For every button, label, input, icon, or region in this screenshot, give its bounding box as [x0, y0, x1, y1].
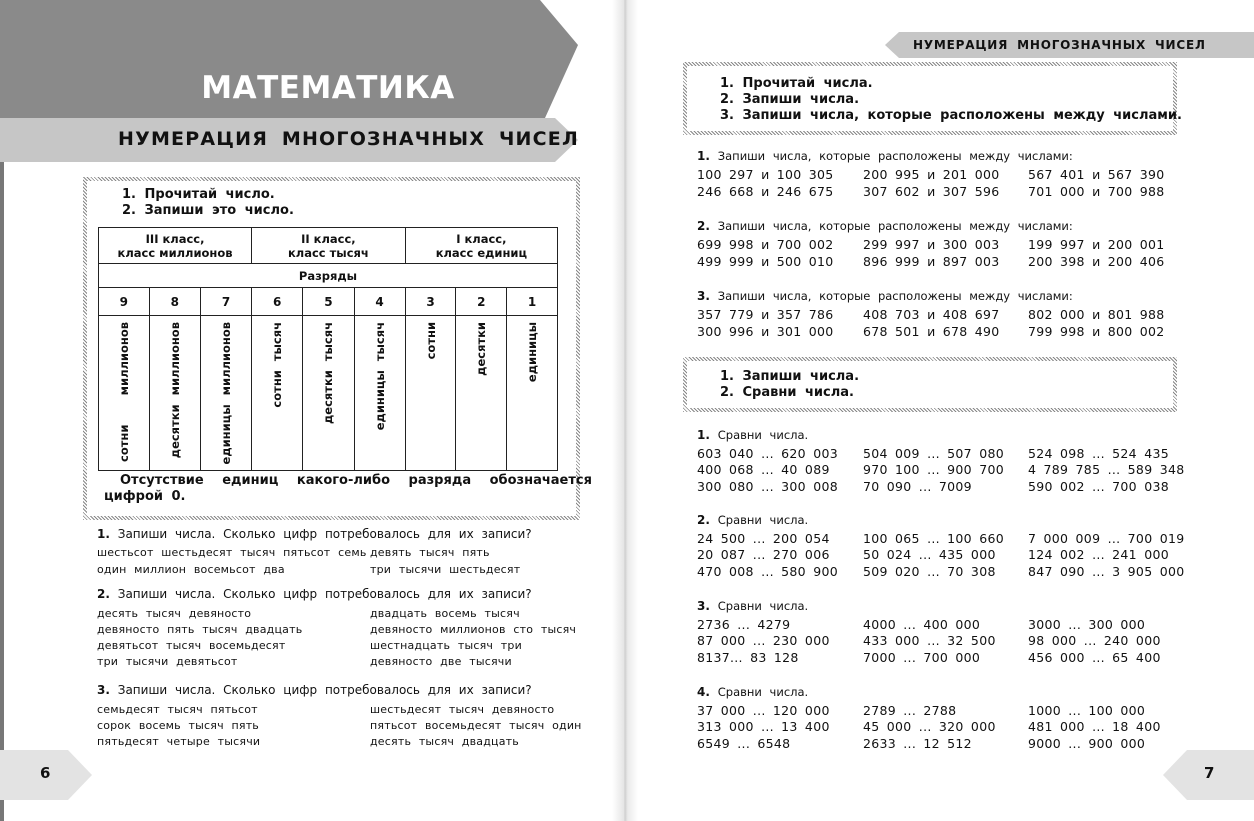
- number-pair: 200 995 и 201 000: [863, 167, 1000, 182]
- number-words: три тысячи девятьсот: [97, 655, 238, 668]
- number-pair: 7000 ... 700 000: [863, 649, 981, 665]
- rank-name: единицы миллионов: [219, 322, 234, 465]
- number-pair: 37 000 ... 120 000: [697, 703, 830, 718]
- digit-cell: 8: [149, 288, 200, 316]
- number-words: шестьдесят тысяч девяносто: [370, 703, 555, 716]
- number-words: девять тысяч пять: [370, 546, 490, 559]
- number-pair: 504 009 ... 507 080: [863, 446, 1004, 461]
- rank-name-cell: [354, 316, 405, 471]
- rank-name: сотни: [423, 322, 438, 360]
- exercise-text: Сравни числа.: [717, 599, 809, 613]
- number-words: девяносто миллионов сто тысяч: [370, 623, 577, 636]
- exercise-number: 2.: [97, 587, 110, 601]
- number-pair: 408 703 и 408 697: [863, 307, 1000, 322]
- number-pair: 847 090 ... 3 905 000: [1028, 563, 1185, 579]
- exercise-number: 1.: [97, 527, 110, 541]
- number-words: пятьсот восемьдесят тысяч один: [370, 719, 582, 732]
- number-pair: 307 602 и 307 596: [863, 183, 1000, 199]
- number-pair: 45 000 ... 320 000: [863, 719, 996, 735]
- class-header: II класс, класс тысяч: [252, 228, 406, 264]
- exercise-heading: [97, 527, 532, 541]
- number-words: шестнадцать тысяч три: [370, 639, 522, 652]
- exercise-number: 3.: [697, 289, 710, 303]
- number-pair: 100 065 ... 100 660: [863, 531, 1004, 546]
- exercise-number: 3.: [697, 599, 710, 613]
- digit-cell: 7: [200, 288, 251, 316]
- number-pair: 124 002 ... 241 000: [1028, 547, 1169, 563]
- note: Отсутствие единиц какого-либо разряда обозначается: [120, 473, 592, 488]
- exercise-heading: [697, 149, 1073, 163]
- exercise-heading: [97, 683, 532, 697]
- exercise-text: Запиши числа, которые расположены между числами:: [717, 219, 1073, 233]
- number-pair: 7 000 009 ... 700 019: [1028, 531, 1185, 546]
- instruction: 3. Запиши числа, которые расположены между числами.: [720, 108, 1182, 123]
- number-pair: 590 002 ... 700 038: [1028, 478, 1169, 494]
- number-pair: 603 040 ... 620 003: [697, 446, 838, 461]
- instruction: 2. Сравни числа.: [720, 385, 854, 400]
- exercise-text: Сравни числа.: [717, 513, 809, 527]
- rank-name-cell: [252, 316, 303, 471]
- note: цифрой 0.: [104, 489, 186, 504]
- exercise-number: 4.: [697, 685, 710, 699]
- class-header: I класс, класс единиц: [405, 228, 557, 264]
- rank-name-cell: [303, 316, 354, 471]
- exercise-text: Запиши числа, которые расположены между числами:: [717, 149, 1073, 163]
- rank-name-cell: [149, 316, 200, 471]
- number-pair: 98 000 ... 240 000: [1028, 633, 1161, 649]
- exercise-heading: [97, 587, 532, 601]
- digit-cell: 4: [354, 288, 405, 316]
- rank-name: сотни тысяч: [270, 322, 285, 408]
- exercise-number: 1.: [697, 149, 710, 163]
- number-pair: 799 998 и 800 002: [1028, 323, 1165, 339]
- exercise-number: 3.: [97, 683, 110, 697]
- number-pair: 896 999 и 897 003: [863, 253, 1000, 269]
- exercise-heading: [697, 599, 808, 613]
- number-pair: 20 087 ... 270 006: [697, 547, 830, 563]
- page-number: 6: [40, 764, 51, 782]
- number-pair: 1000 ... 100 000: [1028, 703, 1146, 718]
- exercise-heading: [697, 513, 808, 527]
- digit-cell: 1: [507, 288, 558, 316]
- number-words: семьдесят тысяч пятьсот: [97, 703, 258, 716]
- number-pair: 8137... 83 128: [697, 649, 799, 665]
- exercise-text: Запиши числа. Сколько цифр потребовалось для их записи?: [117, 683, 532, 697]
- number-pair: 9000 ... 900 000: [1028, 735, 1146, 751]
- number-pair: 300 080 ... 300 008: [697, 478, 838, 494]
- number-pair: 3000 ... 300 000: [1028, 617, 1146, 632]
- exercise-number: 1.: [697, 428, 710, 442]
- number-pair: 200 398 и 200 406: [1028, 253, 1165, 269]
- number-pair: 299 997 и 300 003: [863, 237, 1000, 252]
- rank-name-cell: [507, 316, 558, 471]
- section-title: НУМЕРАЦИЯ МНОГОЗНАЧНЫХ ЧИСЕЛ: [118, 128, 579, 150]
- number-pair: 50 024 ... 435 000: [863, 547, 996, 563]
- number-pair: 699 998 и 700 002: [697, 237, 834, 252]
- number-pair: 199 997 и 200 001: [1028, 237, 1165, 252]
- digit-cell: 3: [405, 288, 456, 316]
- page-number: 7: [1204, 764, 1215, 782]
- number-pair: 470 008 ... 580 900: [697, 563, 838, 579]
- rank-name-cell: [405, 316, 456, 471]
- exercise-number: 2.: [697, 513, 710, 527]
- number-pair: 481 000 ... 18 400: [1028, 719, 1161, 735]
- exercise-heading: [697, 685, 808, 699]
- number-words: шестьсот шестьдесят тысяч пятьсот семь: [97, 546, 367, 559]
- exercise-text: Сравни числа.: [717, 428, 809, 442]
- number-pair: 2633 ... 12 512: [863, 735, 972, 751]
- instruction: 2. Запиши числа.: [720, 92, 860, 107]
- number-words: девятьсот тысяч восемьдесят: [97, 639, 286, 652]
- exercise-text: Сравни числа.: [717, 685, 809, 699]
- number-words: десять тысяч девяносто: [97, 607, 252, 620]
- exercise-text: Запиши числа. Сколько цифр потребовалось для их записи?: [117, 527, 532, 541]
- number-pair: 87 000 ... 230 000: [697, 633, 830, 649]
- number-words: один миллион восемьсот два: [97, 563, 285, 576]
- number-pair: 4000 ... 400 000: [863, 617, 981, 632]
- digit-cell: 2: [456, 288, 507, 316]
- rank-name: десятки тысяч: [321, 322, 336, 424]
- rank-name: десятки миллионов: [167, 322, 182, 459]
- instruction: 2. Запиши это число.: [122, 203, 294, 218]
- number-pair: 246 668 и 246 675: [697, 183, 834, 199]
- number-words: девяносто две тысячи: [370, 655, 512, 668]
- section-header: НУМЕРАЦИЯ МНОГОЗНАЧНЫХ ЧИСЕЛ: [913, 38, 1206, 52]
- number-pair: 70 090 ... 7009: [863, 478, 972, 494]
- number-words: двадцать восемь тысяч: [370, 607, 520, 620]
- number-pair: 524 098 ... 524 435: [1028, 446, 1169, 461]
- rank-name: единицы: [525, 322, 540, 383]
- number-pair: 802 000 и 801 988: [1028, 307, 1165, 322]
- instruction: 1. Прочитай число.: [122, 187, 275, 202]
- number-pair: 357 779 и 357 786: [697, 307, 834, 322]
- exercise-heading: [697, 219, 1073, 233]
- book-spine: [612, 0, 638, 821]
- number-pair: 970 100 ... 900 700: [863, 462, 1004, 478]
- number-pair: 678 501 и 678 490: [863, 323, 1000, 339]
- rank-name: сотни миллионов: [116, 322, 131, 462]
- number-pair: 313 000 ... 13 400: [697, 719, 830, 735]
- number-pair: 300 996 и 301 000: [697, 323, 834, 339]
- number-words: десять тысяч двадцать: [370, 735, 519, 748]
- exercise-heading: [697, 289, 1073, 303]
- subject-title: МАТЕМАТИКА: [201, 70, 455, 106]
- number-pair: 400 068 ... 40 089: [697, 462, 830, 478]
- number-pair: 456 000 ... 65 400: [1028, 649, 1161, 665]
- number-pair: 24 500 ... 200 054: [697, 531, 830, 546]
- number-pair: 499 999 и 500 010: [697, 253, 834, 269]
- exercise-number: 2.: [697, 219, 710, 233]
- exercise-heading: [697, 428, 808, 442]
- number-pair: 509 020 ... 70 308: [863, 563, 996, 579]
- digit-cell: 9: [99, 288, 150, 316]
- number-pair: 701 000 и 700 988: [1028, 183, 1165, 199]
- rank-name: десятки: [474, 322, 489, 376]
- digit-cell: 5: [303, 288, 354, 316]
- exercise-text: Запиши числа, которые расположены между числами:: [717, 289, 1073, 303]
- class-header: III класс, класс миллионов: [99, 228, 252, 264]
- digit-cell: 6: [252, 288, 303, 316]
- number-pair: 2736 ... 4279: [697, 617, 791, 632]
- number-words: девяносто пять тысяч двадцать: [97, 623, 303, 636]
- number-pair: 4 789 785 ... 589 348: [1028, 462, 1185, 478]
- rank-name-cell: [456, 316, 507, 471]
- number-words: три тысячи шестьдесят: [370, 563, 521, 576]
- number-pair: 6549 ... 6548: [697, 735, 791, 751]
- number-pair: 567 401 и 567 390: [1028, 167, 1165, 182]
- number-pair: 100 297 и 100 305: [697, 167, 834, 182]
- number-words: пятьдесят четыре тысячи: [97, 735, 261, 748]
- rank-name-cell: [99, 316, 150, 471]
- number-pair: 2789 ... 2788: [863, 703, 957, 718]
- rank-name-cell: [200, 316, 251, 471]
- place-value-table: [98, 227, 558, 471]
- exercise-text: Запиши числа. Сколько цифр потребовалось для их записи?: [117, 587, 532, 601]
- instruction: 1. Запиши числа.: [720, 369, 860, 384]
- razryady-header: Разряды: [99, 264, 558, 288]
- number-words: сорок восемь тысяч пять: [97, 719, 259, 732]
- rank-name: единицы тысяч: [372, 322, 387, 431]
- instruction: 1. Прочитай числа.: [720, 76, 873, 91]
- number-pair: 433 000 ... 32 500: [863, 633, 996, 649]
